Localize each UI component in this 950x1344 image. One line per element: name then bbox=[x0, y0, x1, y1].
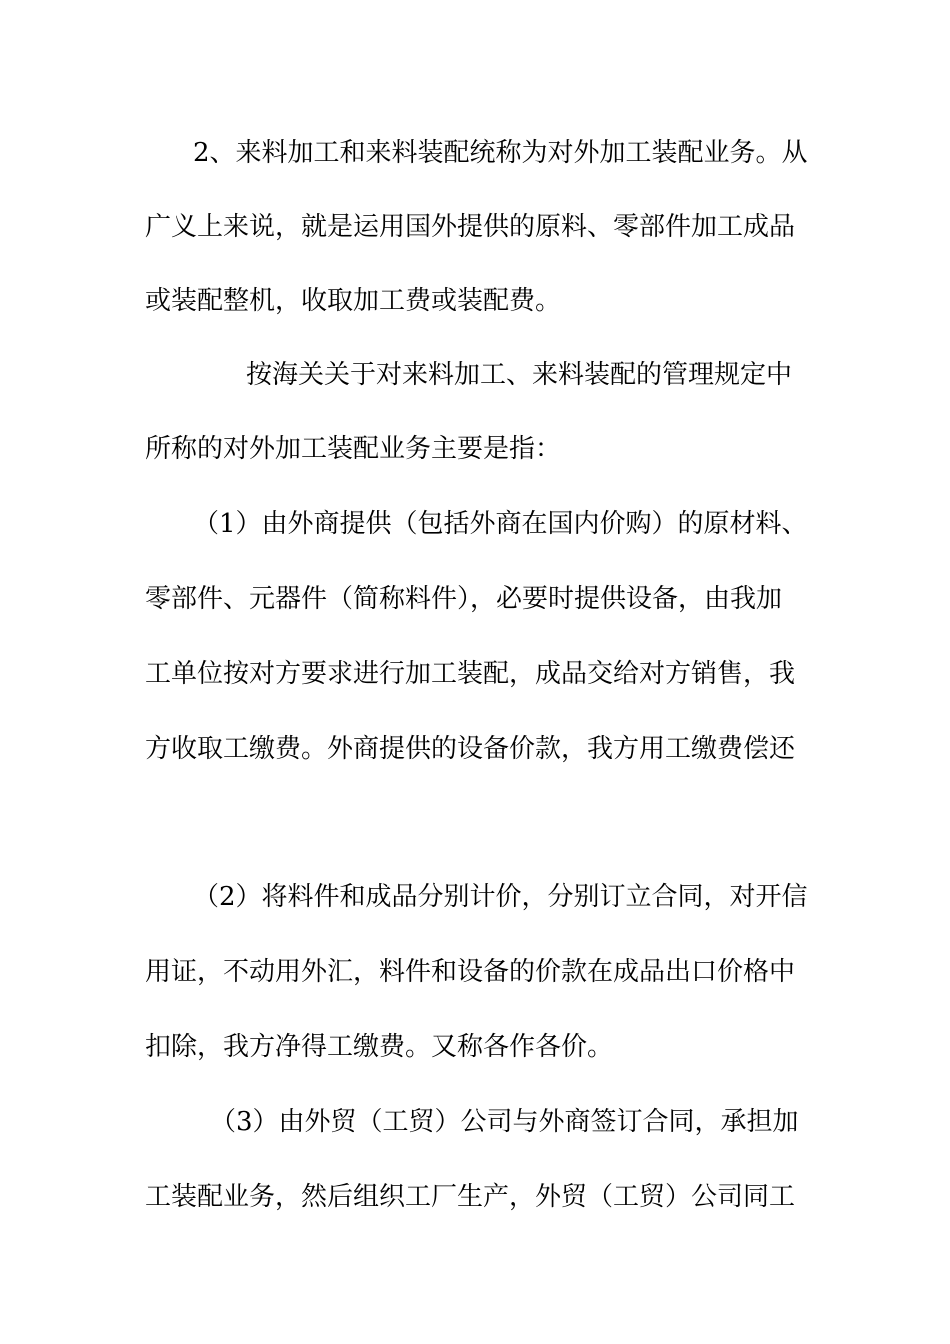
paragraph-line: 广义上来说，就是运用国外提供的原料、零部件加工成品 bbox=[145, 212, 796, 242]
paragraph-line: 零部件、元器件（简称料件），必要时提供设备，由我加 bbox=[145, 584, 783, 614]
paragraph-line: 工单位按对方要求进行加工装配，成品交给对方销售，我 bbox=[145, 659, 796, 689]
paragraph-line: 用证，不动用外汇，料件和设备的价款在成品出口价格中 bbox=[145, 957, 796, 987]
paragraph-line: 所称的对外加工装配业务主要是指： bbox=[145, 434, 562, 464]
paragraph-line: 或装配整机，收取加工费或装配费。 bbox=[145, 286, 562, 316]
paragraph-line: （3）由外贸（工贸）公司与外商签订合同，承担加 bbox=[210, 1107, 799, 1137]
paragraph-line: 扣除，我方净得工缴费。又称各作各价。 bbox=[145, 1032, 614, 1062]
paragraph-line: （2）将料件和成品分别计价，分别订立合同，对开信 bbox=[193, 882, 808, 912]
paragraph-line: 按海关关于对来料加工、来料装配的管理规定中 bbox=[246, 360, 793, 390]
paragraph-line: （1）由外商提供（包括外商在国内价购）的原材料、 bbox=[193, 509, 808, 539]
paragraph-line: 2、来料加工和来料装配统称为对外加工装配业务。从 bbox=[193, 138, 808, 168]
paragraph-line: 工装配业务，然后组织工厂生产，外贸（工贸）公司同工 bbox=[145, 1182, 796, 1212]
paragraph-line: 方收取工缴费。外商提供的设备价款，我方用工缴费偿还 bbox=[145, 734, 796, 764]
